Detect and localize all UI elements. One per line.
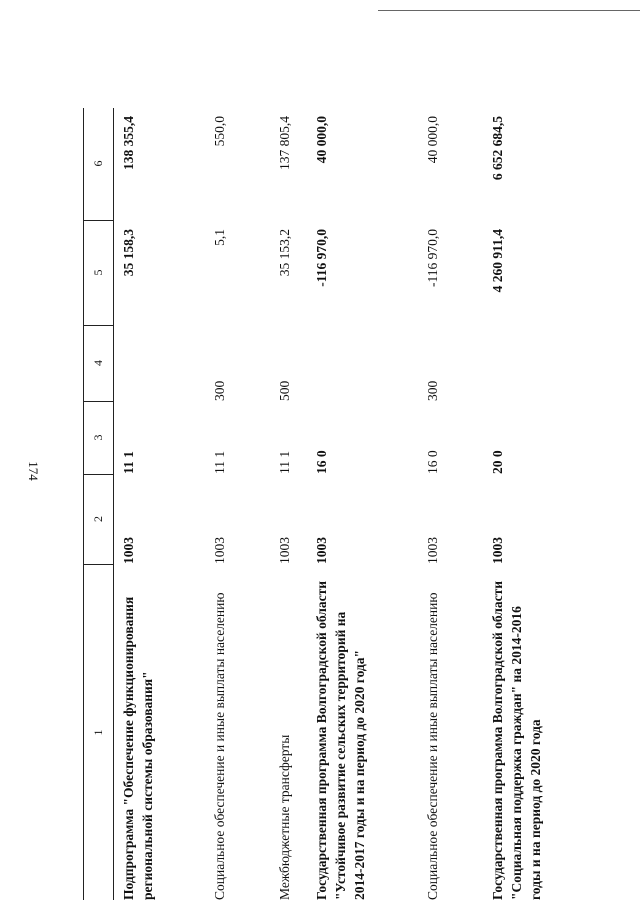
row-change: 4 260 911,4 bbox=[490, 229, 505, 293]
row-target: 11 1 bbox=[277, 450, 292, 474]
row-change: 5,1 bbox=[212, 229, 227, 246]
row-change: -116 970,0 bbox=[425, 229, 440, 287]
header-col-5: 5 bbox=[83, 220, 113, 326]
header-col-3: 3 bbox=[83, 401, 113, 475]
row-target: 16 0 bbox=[314, 450, 329, 474]
row-change: 35 153,2 bbox=[277, 229, 292, 277]
top-rule bbox=[378, 10, 640, 11]
header-col-1: 1 bbox=[90, 729, 105, 736]
row-name: Государственная программа Волгоградской области "Социальная поддержка граждан" на 2014-2016 годы и на период до 2020 года bbox=[490, 581, 543, 900]
row-code: 1003 bbox=[212, 537, 227, 564]
row-name: Подпрограмма "Обеспечение функционирования региональной системы образования" bbox=[121, 596, 155, 900]
header-col-4: 4 bbox=[83, 325, 113, 402]
page-number: 174 bbox=[26, 461, 41, 481]
row-target: 11 1 bbox=[121, 451, 136, 474]
row-total: 138 355,4 bbox=[121, 116, 136, 170]
row-total: 40 000,0 bbox=[425, 116, 440, 164]
header-col-6: 6 bbox=[83, 107, 113, 221]
row-total: 550,0 bbox=[212, 116, 227, 147]
row-type: 300 bbox=[212, 380, 227, 401]
row-name: Социальное обеспечение и иные выплаты населению bbox=[425, 592, 440, 900]
row-name: Социальное обеспечение и иные выплаты населению bbox=[212, 592, 227, 900]
row-target: 11 1 bbox=[212, 450, 227, 474]
row-code: 1003 bbox=[425, 537, 440, 564]
row-code: 1003 bbox=[121, 537, 136, 564]
row-name: Межбюджетные трансферты bbox=[277, 734, 292, 900]
budget-table bbox=[83, 108, 605, 900]
row-name: Государственная программа Волгоградской области "Устойчивое развитие сельских территорий на 2014-2017 годы и на период до 2020 года" bbox=[314, 581, 367, 900]
row-code: 1003 bbox=[490, 537, 505, 564]
row-total: 6 652 684,5 bbox=[490, 116, 505, 181]
row-code: 1003 bbox=[314, 537, 329, 564]
row-target: 16 0 bbox=[425, 450, 440, 474]
row-type: 300 bbox=[425, 380, 440, 401]
row-code: 1003 bbox=[277, 537, 292, 564]
table-header-border bbox=[113, 108, 114, 900]
row-change: -116 970,0 bbox=[314, 229, 329, 287]
row-change: 35 158,3 bbox=[121, 229, 136, 277]
row-target: 20 0 bbox=[490, 450, 505, 474]
row-total: 40 000,0 bbox=[314, 116, 329, 164]
header-col-2: 2 bbox=[83, 474, 113, 565]
row-type: 500 bbox=[277, 380, 292, 401]
table-header bbox=[83, 108, 113, 900]
row-total: 137 805,4 bbox=[277, 116, 292, 170]
